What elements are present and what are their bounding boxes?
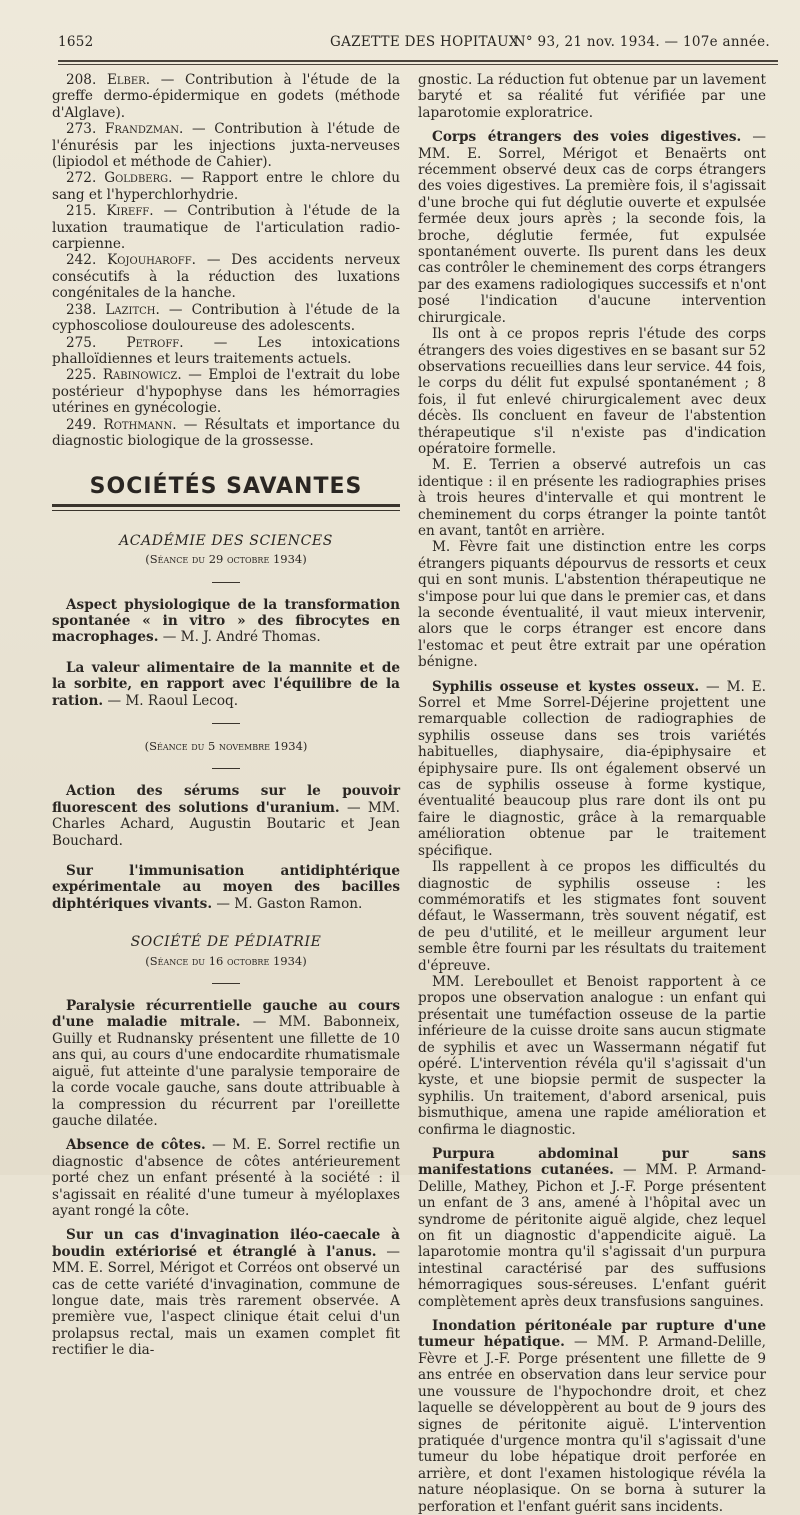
thesis-entry: 275. Petroff. — Les intoxications phalloïdiennes et leurs traitements actuels. <box>52 334 400 367</box>
thesis-entry: 225. Rabinowicz. — Emploi de l'extrait du lobe postérieur d'hypophyse dans les hémorragies utérines en gynécologie. <box>52 367 400 417</box>
section-title: SOCIÉTÉS SAVANTES <box>89 474 363 500</box>
paragraph: M. E. Terrien a observé autrefois un cas identique : il en présente les radiographies prises à trois heures d'intervalle et qui montrent le cheminement du corps étranger la pointe tantôt en avant, tantôt en arrière. <box>418 457 766 539</box>
paragraph: gnostic. La réduction fut obtenue par un lavement baryté et sa réalité fut vérifiée par une laparotomie exploratrice. <box>418 72 766 121</box>
page-number: 1652 <box>58 34 94 50</box>
page-header <box>58 34 780 56</box>
communication: La valeur alimentaire de la mannite et de la sorbite, en rapport avec l'équilibre de la ration. — M. Raoul Lecoq. <box>52 659 400 709</box>
communication: Purpura abdominal pur sans manifestations cutanées. — MM. P. Armand-Delille, Mathey, Pichon et J.-F. Porge présentent un enfant de 3 ans, amené à l'hôpital avec un syndrome de péritonite aiguë algide, chez lequel on fit un diagnostic d'appendicite aiguë. La laparotomie montra qu'il s'agissait d'un purpura intestinal caractérisé par des suffusions hémorragiques sous-séreuses. L'enfant guérit complètement après deux transfusions sanguines. <box>418 1146 767 1310</box>
thesis-entry: 272. Goldberg. — Rapport entre le chlore du sang et l'hyperchlorhydrie. <box>52 170 401 203</box>
divider <box>212 723 240 724</box>
right-column <box>418 72 766 1515</box>
paragraph: M. Fèvre fait une distinction entre les corps étrangers piquants dépourvus de ressorts et ceux qui en sont munis. L'abstention thérapeutique ne s'impose pour lui que dans le premier cas, et dans la seconde éventualité, il vaut mieux intervenir, alors que le corps étranger est encore dans l'estomac et peut être extrait par une opération bénigne. <box>418 539 766 671</box>
communication: Sur l'immunisation antidiphtérique expérimentale au moyen des bacilles diphtériques vivants. — M. Gaston Ramon. <box>52 863 400 912</box>
paragraph: Ils ont à ce propos repris l'étude des corps étrangers des voies digestives en se basant sur 52 observations recueillies dans leur service. 44 fois, le corps du délit fut expulsé spontanément ; 8 fois, il fut enlevé chirurgicalement avec deux décès. Ils concluent en faveur de l'abstention thérapeutique s'il n'existe pas d'indication opératoire formelle. <box>418 326 766 457</box>
left-column <box>52 72 400 1359</box>
session-date: (Séance du 16 octobre 1934) <box>145 953 307 968</box>
communication: Action des sérums sur le pouvoir fluorescent des solutions d'uranium. — MM. Charles Achard, Augustin Boutaric et Jean Bouchard. <box>52 783 401 849</box>
thesis-entry: 215. Kireff. — Contribution à l'étude de la luxation traumatique de l'articulation radio-carpienne. <box>52 203 400 253</box>
session-date: (Séance du 5 novembre 1934) <box>144 739 308 753</box>
thesis-entry: 249. Rothmann. — Résultats et importance du diagnostic biologique de la grossesse. <box>52 416 401 449</box>
section-rule <box>52 504 400 507</box>
communication: Syphilis osseuse et kystes osseux. — M. E. Sorrel et Mme Sorrel-Déjerine projettent une remarquable collection de radiographies de syphilis osseuse dans ses trois variétés habituelles, diaphysaire, dia-épiphysaire et épiphysaire pure. Ils ont également observé un cas de syphilis osseuse à forme kystique, éventualité beaucoup plus rare dont ils ont pu faire le diagnostic, grâce à la remarquable amélioration obtenue par le traitement spécifique. <box>418 678 767 859</box>
header-rule-thin <box>58 64 778 65</box>
issue-info: N° 93, 21 nov. 1934. — 107e année. <box>513 34 770 50</box>
divider <box>212 582 240 583</box>
paragraph: MM. Lereboullet et Benoist rapportent à ce propos une observation analogue : un enfant qui présentait une tuméfaction osseuse de la partie inférieure de la cuisse droite sans aucun stigmate de syphilis et avec un Wassermann négatif fut opéré. L'intervention révéla qu'il s'agissait d'un kyste, et une biopsie permit de suspecter la syphilis. Un traitement, d'abord arsenical, puis bismuthique, amena une rapide amélioration et confirma le diagnostic. <box>418 973 766 1138</box>
communication: Absence de côtes. — M. E. Sorrel rectifie un diagnostic d'absence de côtes antérieurement porté chez un enfant présenté à la société : il s'agissait en réalité d'une tumeur à myéloplaxes ayant rongé la côte. <box>52 1137 400 1219</box>
communication: Inondation péritonéale par rupture d'une tumeur hépatique. — MM. P. Armand-Delille, Fèvre et J.-F. Porge présentent une fillette de 9 ans entrée en observation dans leur service pour une voussure de l'hypochondre droit, et chez laquelle se développèrent au bout de 9 jours des signes de péritonite aiguë. L'intervention pratiquée d'urgence montra qu'il s'agissait d'une tumeur du lobe hépatique droit perforée en arrière, et dont l'examen histologique révéla la nature néoplasique. On se borna à suturer la perforation et l'enfant guérit sans incidents. <box>418 1318 766 1515</box>
society-heading-academie: ACADÉMIE DES SCIENCES <box>119 532 333 549</box>
divider <box>212 983 240 984</box>
divider <box>212 768 240 769</box>
session-date: (Séance du 29 octobre 1934) <box>145 552 307 567</box>
society-heading-pediatrie: SOCIÉTÉ DE PÉDIATRIE <box>130 934 322 951</box>
journal-title: GAZETTE DES HOPITAUX <box>330 34 519 50</box>
communication: Aspect physiologique de la transformation spontanée « in vitro » des fibrocytes en macrophages. — M. J. André Thomas. <box>52 596 400 646</box>
thesis-list <box>52 72 400 449</box>
communication: Paralysie récurrentielle gauche au cours d'une maladie mitrale. — MM. Babonneix, Guilly et Rudnansky présentent une fillette de 10 ans qui, au cours d'une endocardite rhumatismale aiguë, fut atteinte d'une paralysie temporaire de la corde vocale gauche, sans doute attribuable à la compression du récurrent par l'oreillette gauche dilatée. <box>52 998 400 1129</box>
thesis-entry: 273. Frandzman. — Contribution à l'étude de l'énurésis par les injections juxta-nerveuses (lipiodol et méthode de Cahier). <box>52 121 401 171</box>
communication: Sur un cas d'invagination iléo-caecale à boudin extériorisé et étranglé à l'anus. — MM. E. Sorrel, Mérigot et Corréos ont observé un cas de cette variété d'invagination, commune de longue date, mais très rarement observée. A première vue, l'aspect clinique était celui d'un prolapsus rectal, mais un examen complet fit rectifier le dia- <box>52 1227 400 1359</box>
paragraph: Ils rappellent à ce propos les difficultés du diagnostic de syphilis osseuse : les commémoratifs et les stigmates font souvent défaut, le Wassermann, très souvent négatif, est de peu d'utilité, et le meilleur argument leur semble être fourni par les résultats du traitement d'épreuve. <box>418 859 766 974</box>
header-rule <box>58 60 778 62</box>
communication: Corps étrangers des voies digestives. — MM. E. Sorrel, Mérigot et Benaërts ont récemment observé deux cas de corps étrangers des voies digestives. La première fois, il s'agissait d'une broche qui fut déglutie ouverte et expulsée fermée deux jours après ; la seconde fois, la broche, déglutie fermée, fut expulsée spontanément ouverte. Ils purent dans les deux cas contrôler le cheminement des corps étrangers par des examens radiologiques successifs et n'ont posé l'indication d'aucune intervention chirurgicale. <box>418 129 766 326</box>
thesis-entry: 242. Kojouharoff. — Des accidents nerveux consécutifs à la réduction des luxations congénitales de la hanche. <box>52 252 400 302</box>
section-rule-thin <box>52 510 400 511</box>
thesis-entry: 238. Lazitch. — Contribution à l'étude de la cyphoscoliose douloureuse des adolescents. <box>52 301 401 335</box>
thesis-entry: 208. Elber. — Contribution à l'étude de la greffe dermo-épidermique en godets (méthode d'Alglave). <box>52 72 400 121</box>
